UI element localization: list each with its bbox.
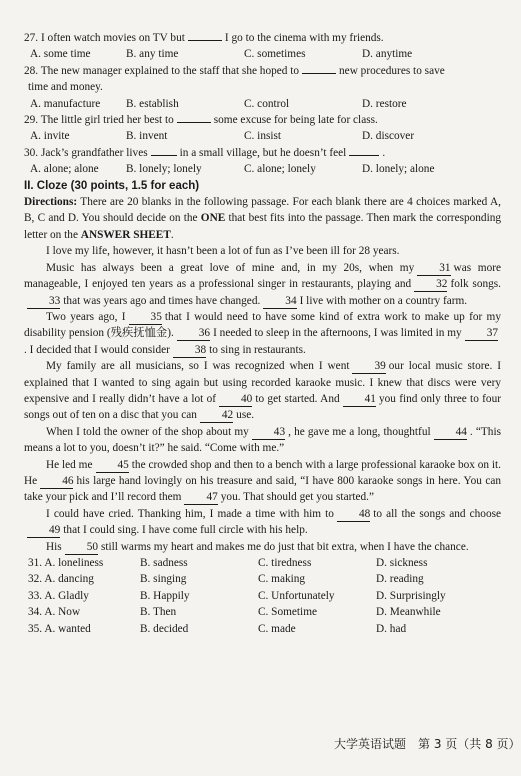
directions: Directions: There are 20 blanks in the following passage. For each blank there are 4 choices marked A, B, C and D. You should decide on the ONE that best fits into the passage. Then mark the corresponding letter on the ANSWER SHEET. (24, 196, 502, 241)
blank-34: 34 (263, 295, 296, 309)
answer-blank (177, 112, 211, 123)
blank-46: 46 (40, 475, 73, 489)
blank-41: 41 (343, 393, 376, 407)
answer-row-33: 33. A. Gladly B. Happily C. Unfortunately D. Surprisingly (28, 589, 446, 602)
blank-48: 48 (337, 508, 370, 522)
cloze-passage (24, 243, 501, 555)
blank-33: 33 (27, 295, 60, 309)
question-27: 27. I often watch movies on TV but I go to the cinema with my friends. A. some time B. any time C. sometimes D. anytime (24, 32, 413, 61)
blank-45: 45 (96, 459, 129, 473)
blank-47: 47 (184, 491, 217, 505)
page-footer: 大学英语试题 第 3 页（共 8 页） (334, 737, 521, 751)
blank-36: 36 (177, 327, 210, 341)
question-28: 28. The new manager explained to the staff that she hoped to new procedures to save time and money. A. manufacture B. establish C. control D. restore (24, 64, 445, 110)
blank-50: 50 (65, 541, 98, 555)
blank-40: 40 (219, 393, 252, 407)
blank-35: 35 (129, 311, 162, 325)
paragraph: His 50 still warms my heart and makes me do just that bit extra, when I have the chance. (46, 540, 469, 553)
paragraph: He led me 45 the crowded shop and then to a bench with a large professional karaoke box on it. He 46 his large hand lovingly on his treasure and said, “I have 800 karaoke songs in here. You can take your pick and I’ll record them 47 you. That should get you started.” (24, 458, 501, 504)
answer-row-34: 34. A. Now B. Then C. Sometime D. Meanwhile (28, 606, 441, 619)
blank-32: 32 (414, 278, 447, 292)
blank-39: 39 (352, 360, 385, 374)
answer-options (24, 555, 501, 637)
blank-43: 43 (252, 426, 285, 440)
paragraph: When I told the owner of the shop about my 43 , he gave me a long, thoughtful 44 . “This means a lot to you, doesn’t it?” he said. “Come with me.” (24, 425, 501, 455)
blank-49: 49 (27, 524, 60, 538)
answer-blank (349, 145, 379, 156)
paragraph: Two years ago, I 35 that I would need to have some kind of extra work to make up for my disability pension (残疾抚恤金). 36 I needed to sleep in the afternoons, I was limited in my 37. I decided that I would consider 38 to sing in restaurants. (24, 310, 501, 356)
answer-blank (151, 145, 177, 156)
paragraph: My family are all musicians, so I was recognized when I went 39 our local music store. I explained that I wanted to sing again but using recorded karaoke music. I knew that discs were very expensive and I really didn’t have a lot of 40 to get started. And 41 you find only three to four songs out of ten on a disc that you can 42 use. (24, 360, 501, 422)
blank-37: 37 (465, 327, 498, 341)
paragraph: I love my life, however, it hasn’t been a lot of fun as I’ve been ill for 28 years. (46, 245, 400, 258)
blank-42: 42 (200, 409, 233, 423)
paragraph: I could have cried. Thanking him, I made a time with him to 48 to all the songs and choose49 that I could sing. I have come full circle with his help. (24, 506, 501, 539)
question-30: 30. Jack’s grandfather lives in a small village, but he doesn’t feel . A. alone; alone B. lonely; lonely C. alone; lonely D. lonely; alone (24, 146, 435, 176)
paragraph: Music has always been a great love of mine and, in my 20s, when my 31 was more manageable, I enjoyed ten years as a professional singer in restaurants, playing and 32 folk songs.33 that was years ago and times have changed. 34 I live with mother on a country farm. (24, 261, 502, 307)
question-29: 29. The little girl tried her best to some excuse for being late for class. A. invite B. invent C. insist D. discover (24, 114, 415, 143)
blank-31: 31 (417, 262, 450, 276)
blank-38: 38 (173, 344, 206, 358)
answer-blank (302, 63, 336, 74)
answer-row-31: 31. A. loneliness B. sadness C. tiredness D. sickness (28, 557, 428, 569)
answer-row-32: 32. A. dancing B. singing C. making D. reading (28, 573, 424, 586)
answer-blank (188, 30, 222, 41)
blank-44: 44 (434, 426, 467, 440)
answer-row-35: 35. A. wanted B. decided C. made D. had (28, 622, 407, 635)
section-title: II. Cloze (30 points, 1.5 for each) (24, 179, 200, 192)
